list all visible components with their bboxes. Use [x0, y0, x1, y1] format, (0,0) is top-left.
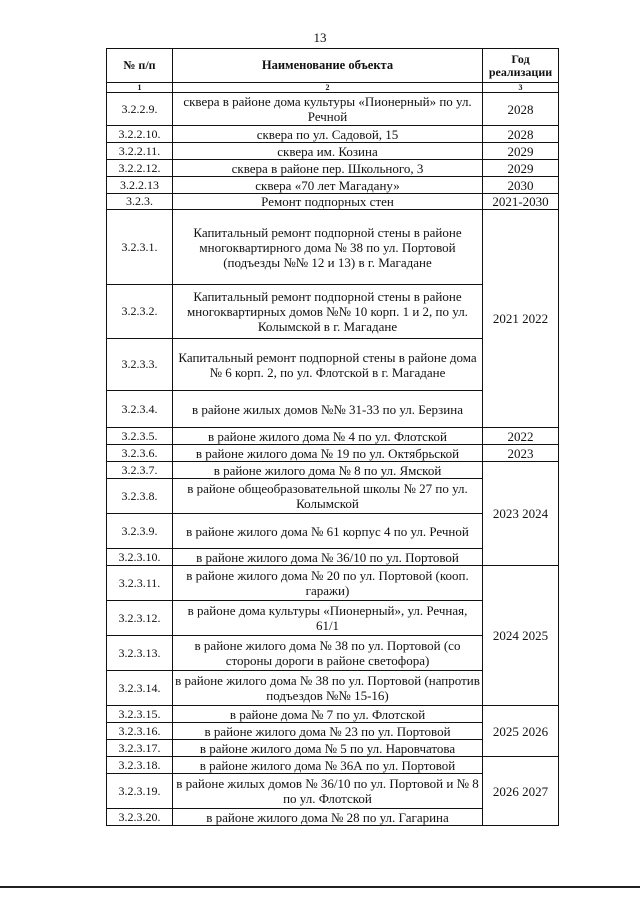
table-row — [107, 93, 559, 126]
row-number: 3.2.3.4. — [107, 391, 173, 428]
object-name: в районе жилого дома № 19 по ул. Октябрьской — [173, 445, 483, 462]
object-name: в районе дома культуры «Пионерный», ул. Речная, 61/1 — [173, 601, 483, 636]
table-row — [107, 566, 559, 601]
table-row — [107, 757, 559, 774]
object-name: в районе жилого дома № 38 по ул. Портовой (напротив подъездов №№ 15-16) — [173, 671, 483, 706]
object-name: в районе дома № 7 по ул. Флотской — [173, 706, 483, 723]
object-name: в районе жилого дома № 28 по ул. Гагарина — [173, 809, 483, 826]
row-number: 3.2.3.15. — [107, 706, 173, 723]
row-number: 3.2.3.8. — [107, 479, 173, 514]
row-number: 3.2.3.7. — [107, 462, 173, 479]
object-name: в районе жилого дома № 5 по ул. Наровчатова — [173, 740, 483, 757]
table-row — [107, 177, 559, 194]
object-name: сквера в районе пер. Школьного, 3 — [173, 160, 483, 177]
row-number: 3.2.3.17. — [107, 740, 173, 757]
table-row — [107, 143, 559, 160]
object-name: в районе жилого дома № 23 по ул. Портовой — [173, 723, 483, 740]
object-name: в районе жилых домов № 36/10 по ул. Портовой и № 8 по ул. Флотской — [173, 774, 483, 809]
row-number: 3.2.3.1. — [107, 210, 173, 285]
table-row — [107, 706, 559, 723]
row-number: 3.2.3.20. — [107, 809, 173, 826]
table-row — [107, 160, 559, 177]
row-number: 3.2.3.11. — [107, 566, 173, 601]
row-number: 3.2.3.16. — [107, 723, 173, 740]
implementation-year: 2029 — [483, 143, 559, 160]
table-row — [107, 194, 559, 210]
object-name: в районе жилых домов №№ 31-33 по ул. Берзина — [173, 391, 483, 428]
page-number: 13 — [313, 30, 327, 45]
header-name: Наименование объекта — [173, 49, 483, 83]
row-number: 3.2.3.5. — [107, 428, 173, 445]
object-name: в районе жилого дома № 36А по ул. Портовой — [173, 757, 483, 774]
row-number: 3.2.3.9. — [107, 514, 173, 549]
footer-rule — [0, 886, 640, 888]
row-number: 3.2.3.13. — [107, 636, 173, 671]
implementation-year: 2030 — [483, 177, 559, 194]
implementation-year: 2028 — [483, 126, 559, 143]
object-name: сквера в районе дома культуры «Пионерный» по ул. Речной — [173, 93, 483, 126]
table-row — [107, 126, 559, 143]
object-name: в районе жилого дома № 36/10 по ул. Портовой — [173, 549, 483, 566]
row-number: 3.2.2.13 — [107, 177, 173, 194]
row-number: 3.2.3.3. — [107, 339, 173, 391]
row-number: 3.2.3.12. — [107, 601, 173, 636]
row-number: 3.2.3.10. — [107, 549, 173, 566]
implementation-year: 2026 2027 — [483, 757, 559, 826]
object-name: в районе жилого дома № 4 по ул. Флотской — [173, 428, 483, 445]
row-number: 3.2.3.6. — [107, 445, 173, 462]
row-number: 3.2.2.9. — [107, 93, 173, 126]
object-name: Капитальный ремонт подпорной стены в районе многоквартирного дома № 38 по ул. Портовой (подъезды №№ 12 и 13) в г. Магадане — [173, 210, 483, 285]
implementation-year: 2024 2025 — [483, 566, 559, 706]
object-name: в районе общеобразовательной школы № 27 по ул. Колымской — [173, 479, 483, 514]
row-number: 3.2.2.12. — [107, 160, 173, 177]
object-name: Ремонт подпорных стен — [173, 194, 483, 210]
implementation-year: 2029 — [483, 160, 559, 177]
implementation-year: 2021-2030 — [483, 194, 559, 210]
row-number: 3.2.3.14. — [107, 671, 173, 706]
column-number-row — [107, 83, 559, 93]
implementation-year: 2022 — [483, 428, 559, 445]
object-name: в районе жилого дома № 38 по ул. Портовой (со стороны дороги в районе светофора) — [173, 636, 483, 671]
object-name: Капитальный ремонт подпорной стены в районе дома № 6 корп. 2, по ул. Флотской в г. Магадане — [173, 339, 483, 391]
table-header-row — [107, 49, 559, 83]
implementation-year: 2025 2026 — [483, 706, 559, 757]
implementation-year: 2023 2024 — [483, 462, 559, 566]
row-number: 3.2.3. — [107, 194, 173, 210]
object-name: в районе жилого дома № 61 корпус 4 по ул. Речной — [173, 514, 483, 549]
row-number: 3.2.3.18. — [107, 757, 173, 774]
implementation-year: 2028 — [483, 93, 559, 126]
object-name: сквера им. Козина — [173, 143, 483, 160]
header-year: Год реализации — [483, 49, 559, 83]
objects-table — [106, 48, 559, 826]
row-number: 3.2.2.10. — [107, 126, 173, 143]
column-number: 3 — [483, 83, 559, 93]
object-name: в районе жилого дома № 20 по ул. Портовой (кооп. гаражи) — [173, 566, 483, 601]
table-row — [107, 428, 559, 445]
object-name: в районе жилого дома № 8 по ул. Ямской — [173, 462, 483, 479]
table-row — [107, 445, 559, 462]
object-name: Капитальный ремонт подпорной стены в районе многоквартирных домов №№ 10 корп. 1 и 2, по ул. Колымской в г. Магадане — [173, 285, 483, 339]
table-row — [107, 462, 559, 479]
implementation-year: 2023 — [483, 445, 559, 462]
column-number: 1 — [107, 83, 173, 93]
object-name: сквера «70 лет Магадану» — [173, 177, 483, 194]
implementation-year: 2021 2022 — [483, 210, 559, 428]
row-number: 3.2.3.2. — [107, 285, 173, 339]
column-number: 2 — [173, 83, 483, 93]
header-num: № п/п — [107, 49, 173, 83]
object-name: сквера по ул. Садовой, 15 — [173, 126, 483, 143]
table-row — [107, 210, 559, 285]
row-number: 3.2.3.19. — [107, 774, 173, 809]
row-number: 3.2.2.11. — [107, 143, 173, 160]
